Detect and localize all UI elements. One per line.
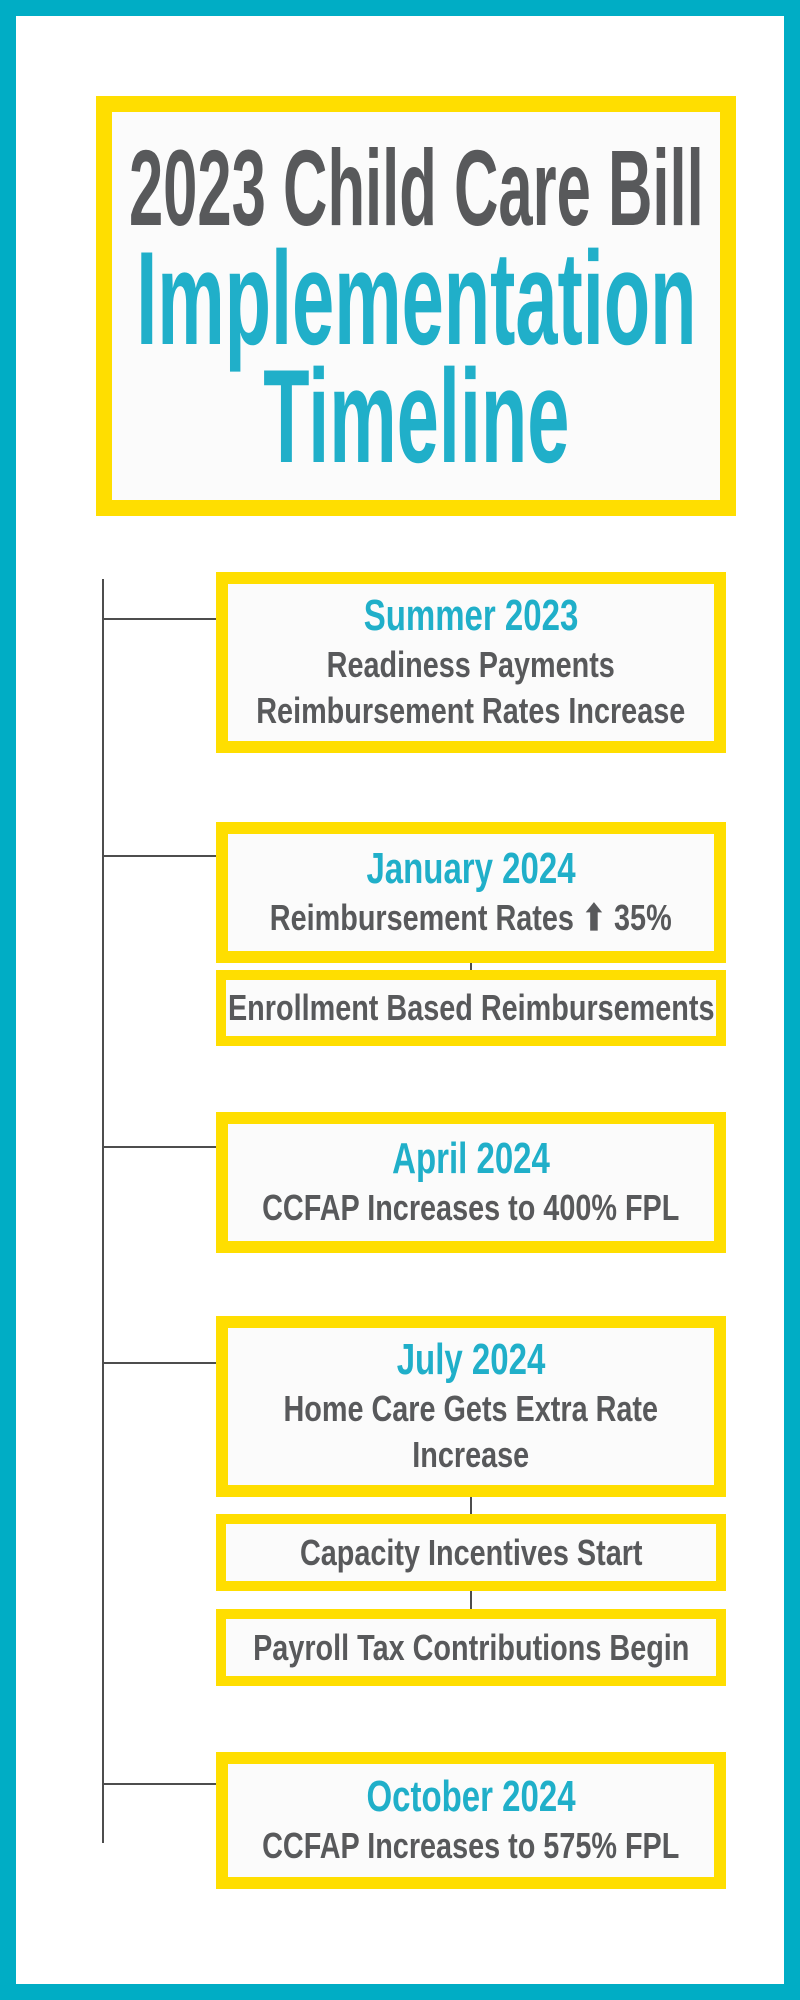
event-detail-text: CCFAP Increases to 575% FPL <box>262 1824 680 1866</box>
sub-box-label <box>226 1530 716 1576</box>
title-line-bill-text: 2023 Child Care Bill <box>128 127 704 248</box>
event-box-july-2024 <box>216 1316 726 1497</box>
sub-box-payroll-tax <box>216 1609 726 1686</box>
connector-line-january <box>102 855 216 857</box>
event-date-text: October 2024 <box>366 1771 576 1821</box>
event-detail <box>228 1185 714 1231</box>
connector-line-april <box>102 1146 216 1148</box>
event-box-october-2024 <box>216 1752 726 1889</box>
event-detail <box>228 1823 714 1869</box>
event-date-text: Summer 2023 <box>363 590 579 640</box>
event-date-text: April 2024 <box>392 1133 550 1183</box>
event-detail-text: Home Care Gets Extra Rate Increase <box>283 1387 659 1475</box>
connector-line-july <box>102 1362 216 1364</box>
event-detail-text-with-up-arrow-icon: Reimbursement Rates ⬆ 35% <box>270 896 672 938</box>
event-date-january-2024 <box>228 845 714 893</box>
connector-line-summer <box>102 618 216 620</box>
title-box <box>96 96 736 516</box>
event-detail-text: Reimbursement Rates Increase <box>256 689 686 731</box>
event-detail <box>228 895 714 941</box>
event-detail <box>228 1386 714 1478</box>
event-box-april-2024 <box>216 1112 726 1253</box>
sub-box-enrollment-reimbursements <box>216 970 726 1046</box>
event-box-summer-2023 <box>216 572 726 753</box>
event-date-april-2024 <box>228 1135 714 1183</box>
connector-line-october <box>102 1783 216 1785</box>
event-date-text: July 2024 <box>396 1334 546 1384</box>
timeline-vertical-line <box>102 579 104 1843</box>
sub-box-label-text: Capacity Incentives Start <box>299 1531 643 1573</box>
sub-box-capacity-incentives <box>216 1514 726 1591</box>
event-date-summer-2023 <box>228 592 714 640</box>
event-date-text: January 2024 <box>366 843 576 893</box>
connector-tick-capacity <box>470 1494 472 1515</box>
event-detail <box>228 688 714 734</box>
event-detail-text: CCFAP Increases to 400% FPL <box>262 1186 680 1228</box>
event-date-july-2024 <box>228 1336 714 1384</box>
title-line-implementation-text: Implementation <box>135 225 697 373</box>
event-box-january-2024 <box>216 822 726 963</box>
sub-box-label-text: Enrollment Based Reimbursements <box>227 987 715 1028</box>
title-line-implementation <box>112 225 720 373</box>
event-date-october-2024 <box>228 1773 714 1821</box>
title-line-timeline <box>112 343 720 491</box>
sub-box-label <box>226 1625 716 1671</box>
sub-box-label <box>226 985 716 1031</box>
event-detail-text: Readiness Payments <box>326 643 616 685</box>
title-line-timeline-text: Timeline <box>262 343 570 491</box>
sub-box-label-text: Payroll Tax Contributions Begin <box>252 1626 690 1668</box>
connector-tick-payroll <box>470 1588 472 1610</box>
event-detail <box>228 642 714 688</box>
